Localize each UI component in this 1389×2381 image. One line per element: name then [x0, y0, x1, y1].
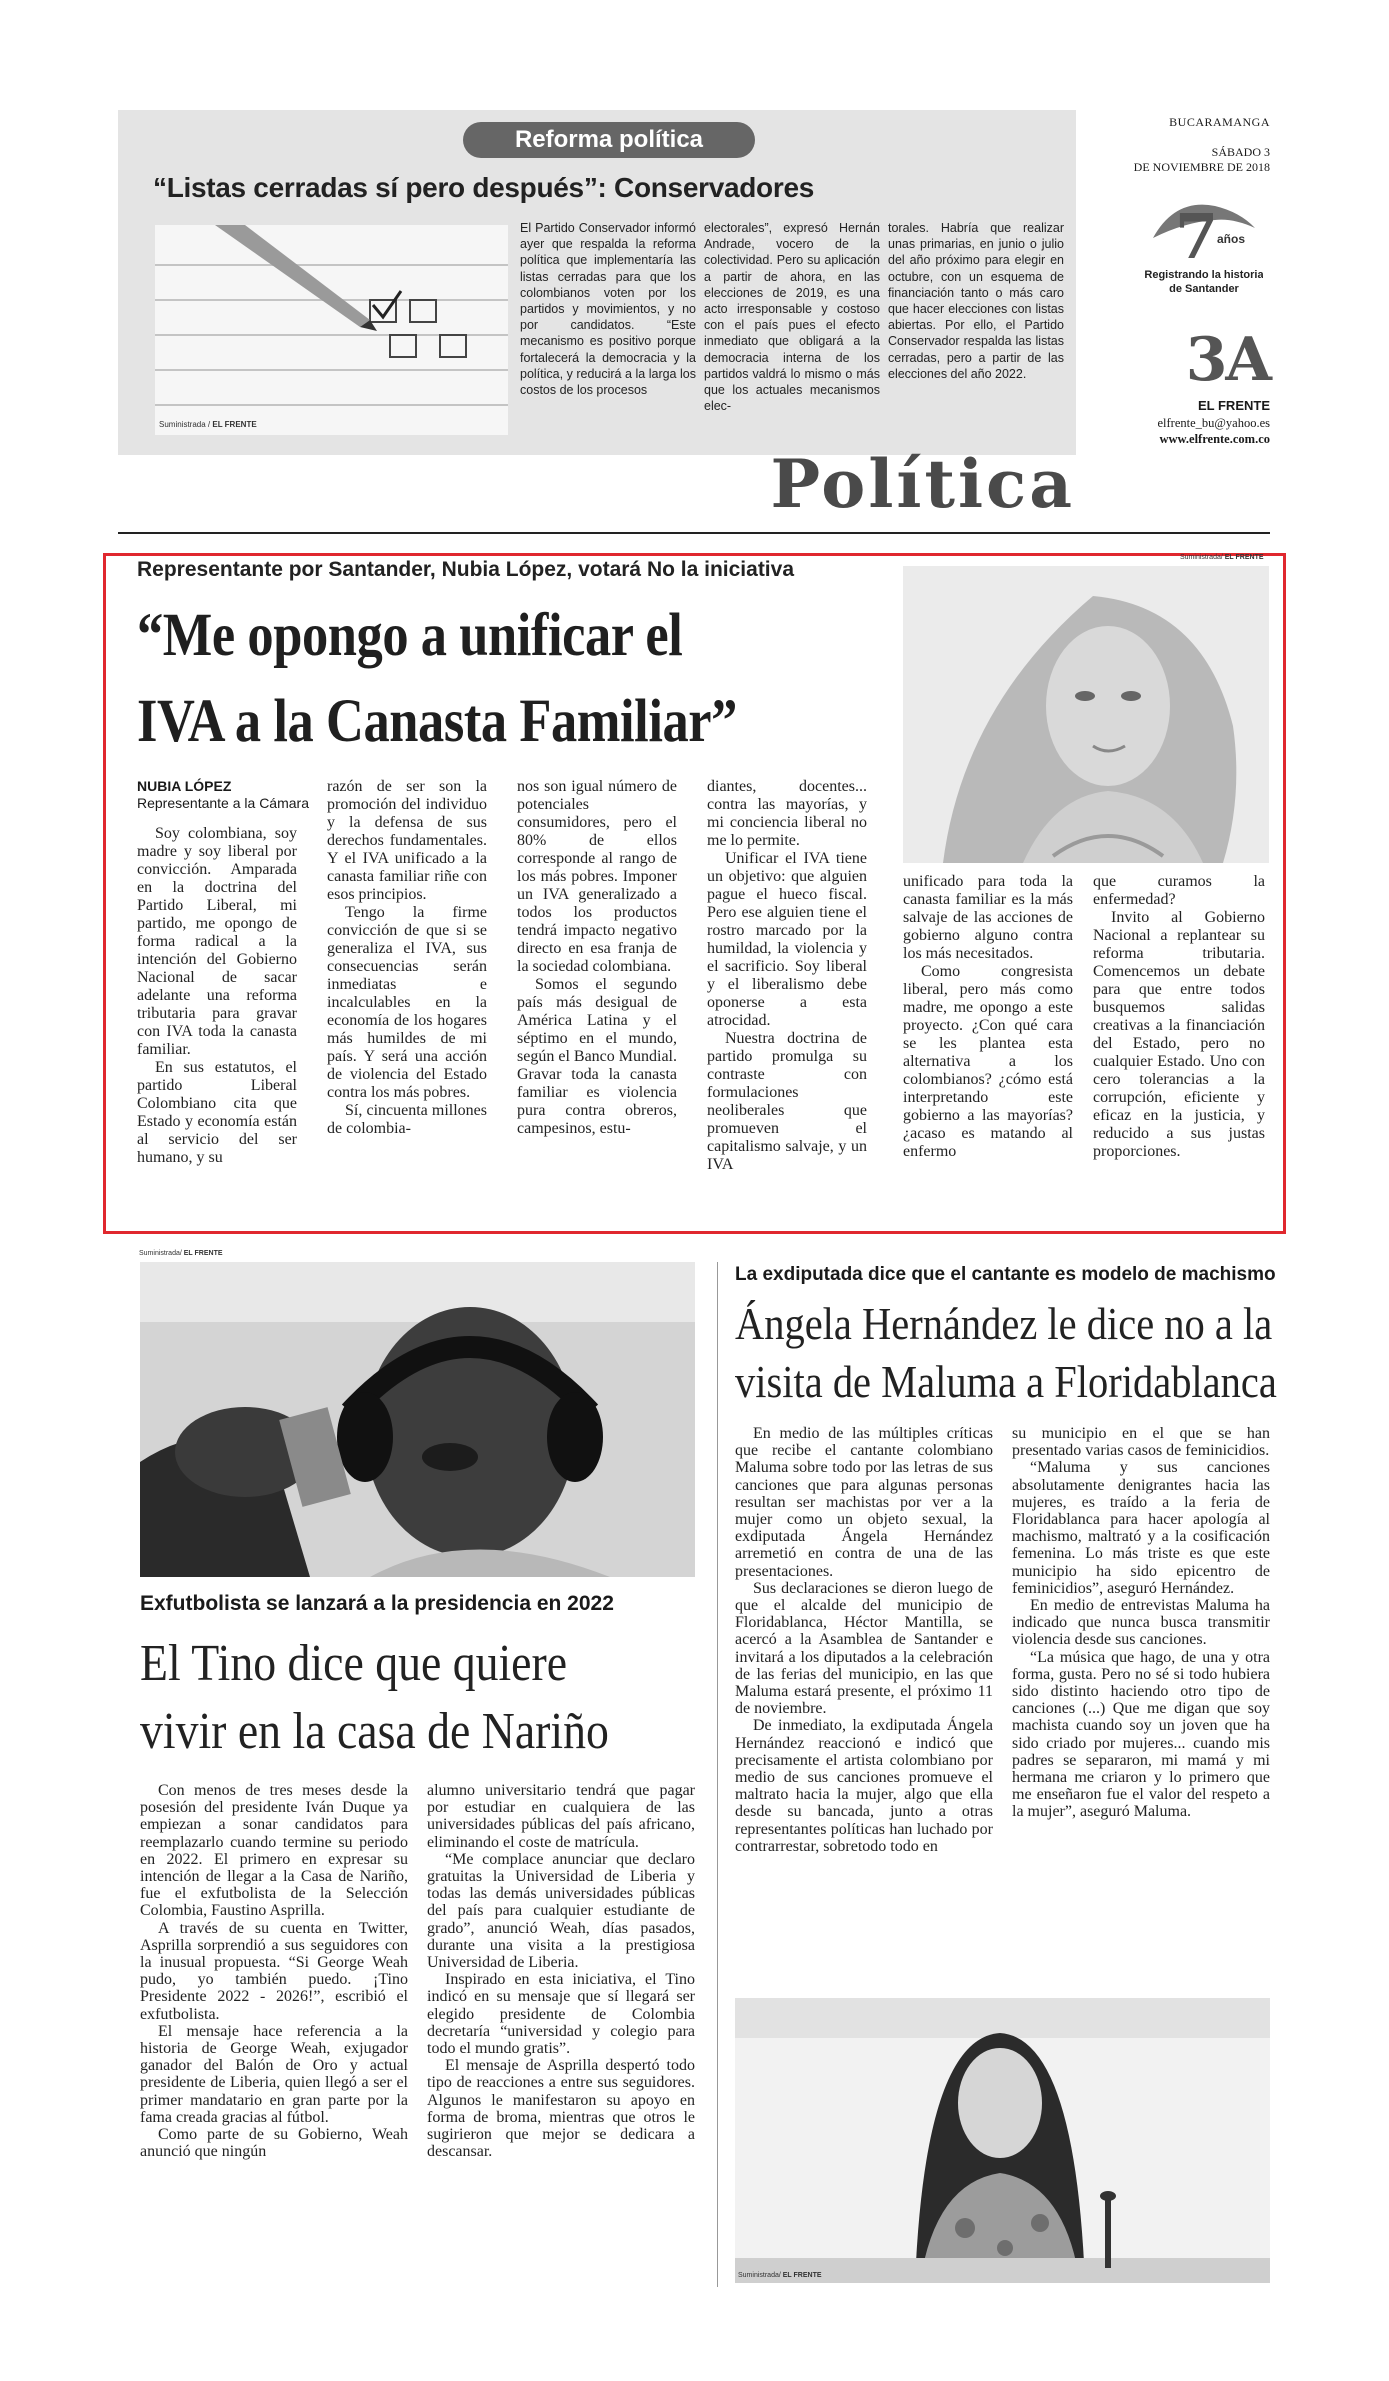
angela-photo-credit: [738, 2272, 822, 2279]
byline-role: Representante a la Cámara: [137, 795, 309, 811]
paragraph: Somos el segundo país más desigual de América Latina y el séptimo en el mundo, según el Banco Mundial. Gravar toda la canasta familiar es violencia pura contra obreros, campesinos, estu-: [517, 976, 677, 1137]
tino-headline: [140, 1630, 686, 1766]
ballot-illustration: [155, 225, 508, 435]
paragraph: Sí, cincuenta millones de colombia-: [327, 1102, 487, 1137]
credit-source: EL FRENTE: [1224, 554, 1264, 561]
paragraph: alumno universitario tendrá que pagar por estudiar en cualquiera de las universidades públicas del país africano, eliminando el coste de matrícula.: [427, 1782, 695, 1851]
anniversary-logo: [1145, 188, 1263, 303]
city-label: BUCARAMANGA: [1169, 115, 1270, 129]
credit-prefix: Suministrada/: [1180, 554, 1225, 561]
website-url: www.elfrente.com.co: [1159, 432, 1270, 446]
paragraph: Como congresista liberal, pero más como madre, me opongo a este proyecto. ¿Con qué cara se les plantea esta alternativa a los colombianos? ¿cómo está interpretando este gobierno a las mayorías? ¿acaso es matando al enfermo: [903, 963, 1073, 1160]
tino-column-2: [427, 1782, 695, 2160]
paragraph: De inmediato, la exdiputada Ángela Hernández reaccionó e indicó que precisamente el artista colombiano por medio de sus canciones promueve el maltrato hacia la mujer, algo que ella desde su bancada, junto a otras representantes políticas han luchado por contrarrestar, sobretodo todo en: [735, 1717, 993, 1855]
feature-column-2: [327, 778, 487, 1138]
radio-studio-illustration: [140, 1262, 695, 1577]
anniversary-tagline-1: Registrando la historia: [1145, 269, 1263, 281]
paragraph: que curamos la enfermedad?: [1093, 873, 1265, 908]
angela-headline-line-2: visita de Maluma a Floridablanca: [735, 1356, 1277, 1407]
anniversary-years: años: [1217, 232, 1246, 246]
feature-column-5: [903, 873, 1073, 1161]
paragraph: El mensaje de Asprilla despertó todo tipo de reacciones a entre sus seguidores. Algunos le manifestaron su apoyo en forma de broma, mientras que otros le sugirieron que mejor se dedicara a descansar.: [427, 2057, 695, 2161]
top-story-kicker: Reforma política: [463, 122, 755, 158]
feature-photo-credit: [1180, 554, 1264, 561]
angela-hernandez-photo: [735, 1998, 1270, 2283]
nubia-lopez-photo: [903, 566, 1269, 863]
portrait-woman-illustration: [903, 566, 1269, 863]
paragraph: El mensaje hace referencia a la historia de George Weah, exjugador ganador del Balón de Oro y actual presidente de Liberia, quien llegó a ser el primer mandatario en gran parte por la fama creada gracias al fútbol.: [140, 2022, 408, 2126]
paragraph: Invito al Gobierno Nacional a replantear su reforma tributaria. Comencemos un debate para que entre todos busquemos salidas creativas a la financiación del Estado, pero no cualquier Estado. Uno con cero tolerancias a la corrupción, eficiente y eficaz en la justicia, y reducido a sus justas proporciones.: [1093, 909, 1265, 1160]
anniversary-number: 7: [1175, 200, 1219, 273]
paragraph: “La música que hago, de una y otra forma, gusta. Pero no sé si todo hubiera sido distinto haciendo otro tipo de canciones (...) Que me digan que soy machista cuando soy un joven que ha sido criado por mujeres... cuando mis padres se separaron, mi mamá y mi hermana me criaron y lo primero que me enseñaron fue el valor del respeto a la mujer”, aseguró Maluma.: [1012, 1648, 1270, 1821]
paragraph: nos son igual número de potenciales consumidores, pero el 80% de ellos corresponde al rango de los más pobres. Imponer un IVA generalizado a todos los productos tendrá impacto negativo directo en esa franja de la sociedad colombiana.: [517, 778, 677, 975]
tino-column-1: [140, 1782, 408, 2160]
paragraph: Soy colombiana, soy madre y soy liberal por convicción. Amparada en la doctrina del Partido Liberal, mi partido, me opongo de forma radical a la intención del Gobierno Nacional de sacar adelante una reforma tributaria para gravar con IVA toda la canasta familiar.: [137, 825, 297, 1058]
portrait-woman-at-desk-illustration: [735, 1998, 1270, 2283]
byline-name: NUBIA LÓPEZ: [137, 778, 232, 794]
paragraph: Sus declaraciones se dieron luego de que el alcalde del municipio de Floridablanca, Héctor Mantilla, se acercó a la Asamblea de Santander e invitará a los diputados a la celebración de las ferias del municipio, en las que Maluma estará presente, el próximo 11 de noviembre.: [735, 1579, 993, 1718]
top-story-column-1: El Partido Conservador informó ayer que respalda la reforma política que implementaría las listas cerradas para que los colombianos voten por los partidos y movimientos, y no por candidatos. “Este mecanismo es positivo porque fortalecerá la democracia y la política, y reducirá a la larga los costos de los procesos: [520, 221, 696, 398]
top-photo-credit: [159, 420, 257, 429]
credit-source: EL FRENTE: [212, 420, 257, 429]
paper-name: EL FRENTE: [1198, 398, 1270, 413]
feature-column-6: [1093, 873, 1265, 1161]
credit-source: EL FRENTE: [183, 1250, 223, 1257]
column-divider: [717, 1262, 718, 2287]
anniversary-emblem: [1145, 188, 1263, 303]
angela-column-2: [1012, 1425, 1270, 1821]
contact-email: elfrente_bu@yahoo.es: [1157, 416, 1270, 430]
feature-headline-line-1: “Me opongo a unificar el: [137, 602, 683, 669]
feature-column-3: [517, 778, 677, 1138]
paragraph: En sus estatutos, el partido Liberal Colombiano cita que Estado y economía están al servicio del ser humano, y su: [137, 1059, 297, 1166]
paragraph: razón de ser son la promoción del individuo y la defensa de sus derechos fundamentales. Y el IVA unificado a la canasta familiar riñe con esos principios.: [327, 778, 487, 903]
paragraph: “Me complace anunciar que declaro gratuitas la Universidad de Liberia y todas las demás universidades públicas del país para cualquier estudiante de grado”, anunció Weah, días pasados, durante una visita a la prestigiosa Universidad de Liberia.: [427, 1850, 695, 1972]
credit-prefix: Suministrada/: [139, 1250, 184, 1257]
feature-kicker: Representante por Santander, Nubia López, votará No la iniciativa: [137, 558, 794, 581]
paragraph: Con menos de tres meses desde la posesión del presidente Iván Duque ya empiezan a sonar candidatos para reemplazarlo cuando termine su periodo en 2022. El primero en expresar su intención de llegar a la Casa de Nariño, fue el exfutbolista de la Selección Colombia, Faustino Asprilla.: [140, 1782, 408, 1920]
date-line-1: SÁBADO 3: [1211, 145, 1270, 159]
tino-headline-line-1: El Tino dice que quiere: [140, 1635, 568, 1692]
tino-kicker: Exfutbolista se lanzará a la presidencia en 2022: [140, 1592, 614, 1615]
credit-prefix: Suministrada /: [159, 420, 213, 429]
credit-source: EL FRENTE: [782, 2272, 822, 2279]
paragraph: diantes, docentes... contra las mayorías, y mi conciencia liberal no me lo permite.: [707, 778, 867, 849]
feature-headline: [137, 593, 791, 765]
angela-headline: [735, 1295, 1281, 1411]
paragraph: Unificar el IVA tiene un objetivo: que alguien pague el hueco fiscal. Pero ese alguien tiene el rostro marcado por la humildad, la violencia y el sacrificio. Soy liberal y el liberalismo debe oponerse a esta atrocidad.: [707, 850, 867, 1029]
paragraph: Como parte de su Gobierno, Weah anunció que ningún: [140, 2126, 408, 2161]
paragraph: Nuestra doctrina de partido promulga su contraste con formulaciones neoliberales que promueven el capitalismo salvaje, y un IVA: [707, 1030, 867, 1173]
anniversary-tagline-2: de Santander: [1169, 283, 1239, 295]
top-story-column-2: electorales”, expresó Hernán Andrade, vocero de la colectividad. Pero su aplicación a partir de ahora, en las elecciones de 2019, es una acto irresponsable y costoso con el país pues el efecto inmediato que obligará a la democracia interna de los partidos valdrá lo mismo o más que los actuales mecanismos elec-: [704, 221, 880, 414]
feature-headline-line-2: IVA a la Canasta Familiar”: [137, 688, 737, 755]
angela-headline-line-1: Ángela Hernández le dice no a la: [735, 1298, 1273, 1349]
section-title: Política: [770, 445, 1075, 523]
tino-headline-line-2: vivir en la casa de Nariño: [140, 1703, 609, 1760]
paragraph: Inspirado en esta iniciativa, el Tino indicó en su mensaje que sí llegará ser elegido presidente de Colombia decretaría “universidad y colegio para todo el mundo gratis”.: [427, 1971, 695, 2058]
top-story-column-3: torales. Habría que realizar unas primarias, en junio o julio del año próximo para elegir en octubre, con un esquema de financiación tanto o más caro que hacer elecciones con listas abiertas. Por ello, el Partido Conservador respalda las listas cerradas, pero a partir de las elecciones del año 2022.: [888, 221, 1064, 381]
angela-column-1: [735, 1425, 993, 1855]
paragraph: “Maluma y sus canciones absolutamente denigrantes hacia las mujeres, es traído a la feria de Floridablanca para hacer apología al machismo, maltrató y a la cosificación femenina. Lo más triste es que este municipio ha sido epicentro de feminicidios”, aseguró Hernández.: [1012, 1459, 1270, 1597]
feature-column-1: [137, 825, 297, 1167]
tino-photo-credit: [139, 1250, 223, 1257]
top-story-headline: “Listas cerradas sí pero después”: Conservadores: [153, 172, 814, 203]
feature-column-4: [707, 778, 867, 1174]
paragraph: su municipio en el que se han presentado varias casos de feminicidios.: [1012, 1425, 1270, 1460]
paragraph: A través de su cuenta en Twitter, Asprilla sorprendió a sus seguidores con la inusual propuesta. “Si George Weah pudo, yo también puedo. ¡Tino Presidente 2022 - 2026!”, escribió el exfutbolista.: [140, 1919, 408, 2023]
paragraph: En medio de las múltiples críticas que recibe el cantante colombiano Maluma sobre todo por las letras de sus canciones que para algunas personas resultan ser machistas por ver a la mujer como un objeto sexual, la exdiputada Ángela Hernández arremetió en contra de una de las presentaciones.: [735, 1425, 993, 1580]
credit-prefix: Suministrada/: [738, 2272, 783, 2279]
section-divider: [118, 532, 1270, 534]
angela-kicker: La exdiputada dice que el cantante es modelo de machismo: [735, 1264, 1276, 1285]
paragraph: Tengo la firme convicción de que si se generaliza el IVA, sus consecuencias serán inmediatas e incalculables en la economía de los hogares más humildes de mi país. Y será una acción de violencia del Estado contra los más pobres.: [327, 904, 487, 1101]
date-line-2: DE NOVIEMBRE DE 2018: [1133, 160, 1270, 174]
paragraph: unificado para toda la canasta familiar es la más salvaje de las acciones de gobierno alguno contra los más necesitados.: [903, 873, 1073, 962]
page-number: 3A: [1185, 325, 1270, 395]
paragraph: En medio de entrevistas Maluma ha indicado que nunca busca transmitir violencia desde sus canciones.: [1012, 1597, 1270, 1649]
ballot-photo: [155, 225, 508, 435]
faustino-asprilla-photo: [140, 1262, 695, 1577]
